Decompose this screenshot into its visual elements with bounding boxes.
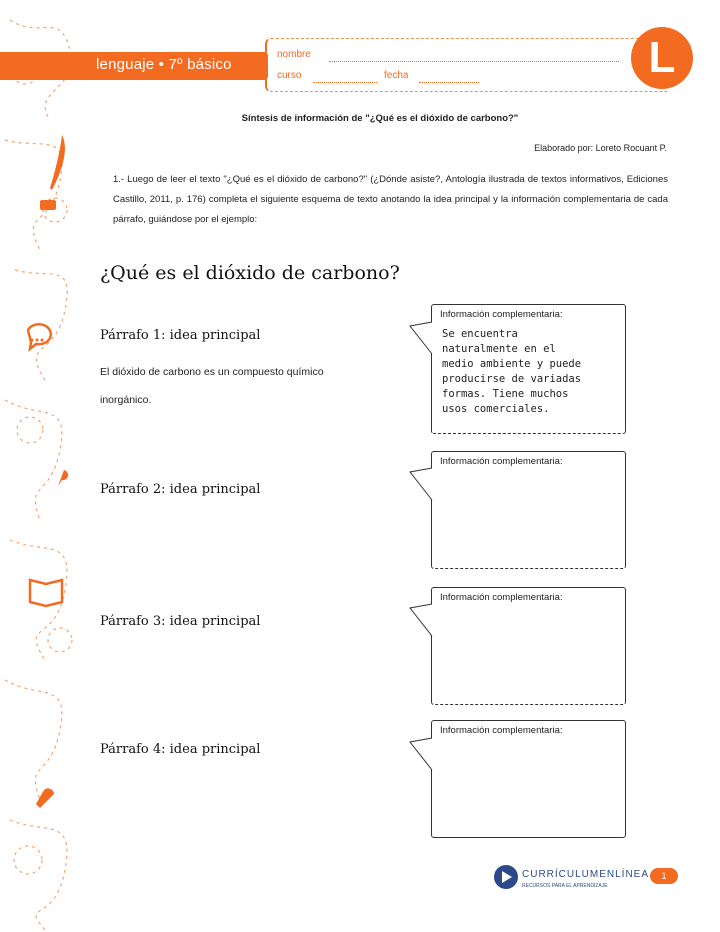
info-box-1	[431, 304, 626, 434]
callout-pointer-3	[408, 604, 434, 638]
info-box-3[interactable]	[431, 587, 626, 705]
course-label: curso	[277, 70, 302, 81]
footer-tagline: RECURSOS PARA EL APRENDIZAJE	[522, 883, 608, 889]
paragraph-1-main-idea: El dióxido de carbono es un compuesto químico inorgánico.	[100, 366, 324, 406]
date-label: fecha	[384, 70, 409, 81]
footer-brand: CURRÍCULUMENLÍNEA	[522, 869, 650, 880]
info-box-1-label: Información complementaria:	[440, 309, 563, 320]
microphone-icon	[36, 788, 54, 808]
book-icon	[30, 580, 62, 606]
info-box-3-label: Información complementaria:	[440, 592, 563, 603]
name-label: nombre	[277, 49, 311, 60]
student-info-box	[265, 38, 667, 92]
info-box-1-text: Se encuentra naturalmente en el medio ambiente y puede producirse de variadas formas. Tiene muchos usos comerciales.	[442, 328, 582, 415]
subject-logo: L	[631, 27, 693, 89]
info-box-2-label: Información complementaria:	[440, 456, 563, 467]
typewriter-icon	[40, 200, 56, 210]
document-title: Síntesis de información de "¿Qué es el dióxido de carbono?"	[241, 113, 519, 124]
info-box-4-label: Información complementaria:	[440, 725, 563, 736]
paragraph-1-label: Párrafo 1: idea principal	[100, 328, 261, 343]
decorative-margin	[0, 0, 90, 932]
callout-pointer-1	[408, 322, 434, 356]
quill-icon	[50, 135, 65, 190]
instructions: 1.- Luego de leer el texto "¿Qué es el dióxido de carbono?" (¿Dónde asiste?, Antología ilustrada de textos informativos, Ediciones Castillo, 2011, p. 176) completa el siguiente esquema de texto anotando la idea principal y la información complementaria de cada párrafo, guiándose por el ejemplo:	[113, 174, 668, 225]
page-number: 1	[650, 868, 678, 884]
course-line[interactable]	[313, 82, 377, 83]
name-line[interactable]	[329, 61, 619, 62]
callout-pointer-4	[408, 738, 434, 772]
speech-bubble-icon	[28, 324, 51, 349]
paragraph-3-label: Párrafo 3: idea principal	[100, 614, 261, 629]
date-line[interactable]	[419, 82, 479, 83]
comma-icon	[58, 470, 68, 486]
subject-label: lenguaje • 7º básico	[96, 56, 232, 73]
paragraph-4-label: Párrafo 4: idea principal	[100, 742, 261, 757]
callout-pointer-2	[408, 468, 434, 502]
main-heading: ¿Qué es el dióxido de carbono?	[100, 262, 400, 284]
author-credit: Elaborado por: Loreto Rocuant P.	[534, 143, 667, 153]
curriculum-logo-icon	[493, 864, 519, 890]
info-box-2[interactable]	[431, 451, 626, 569]
info-box-4[interactable]	[431, 720, 626, 838]
paragraph-2-label: Párrafo 2: idea principal	[100, 482, 261, 497]
